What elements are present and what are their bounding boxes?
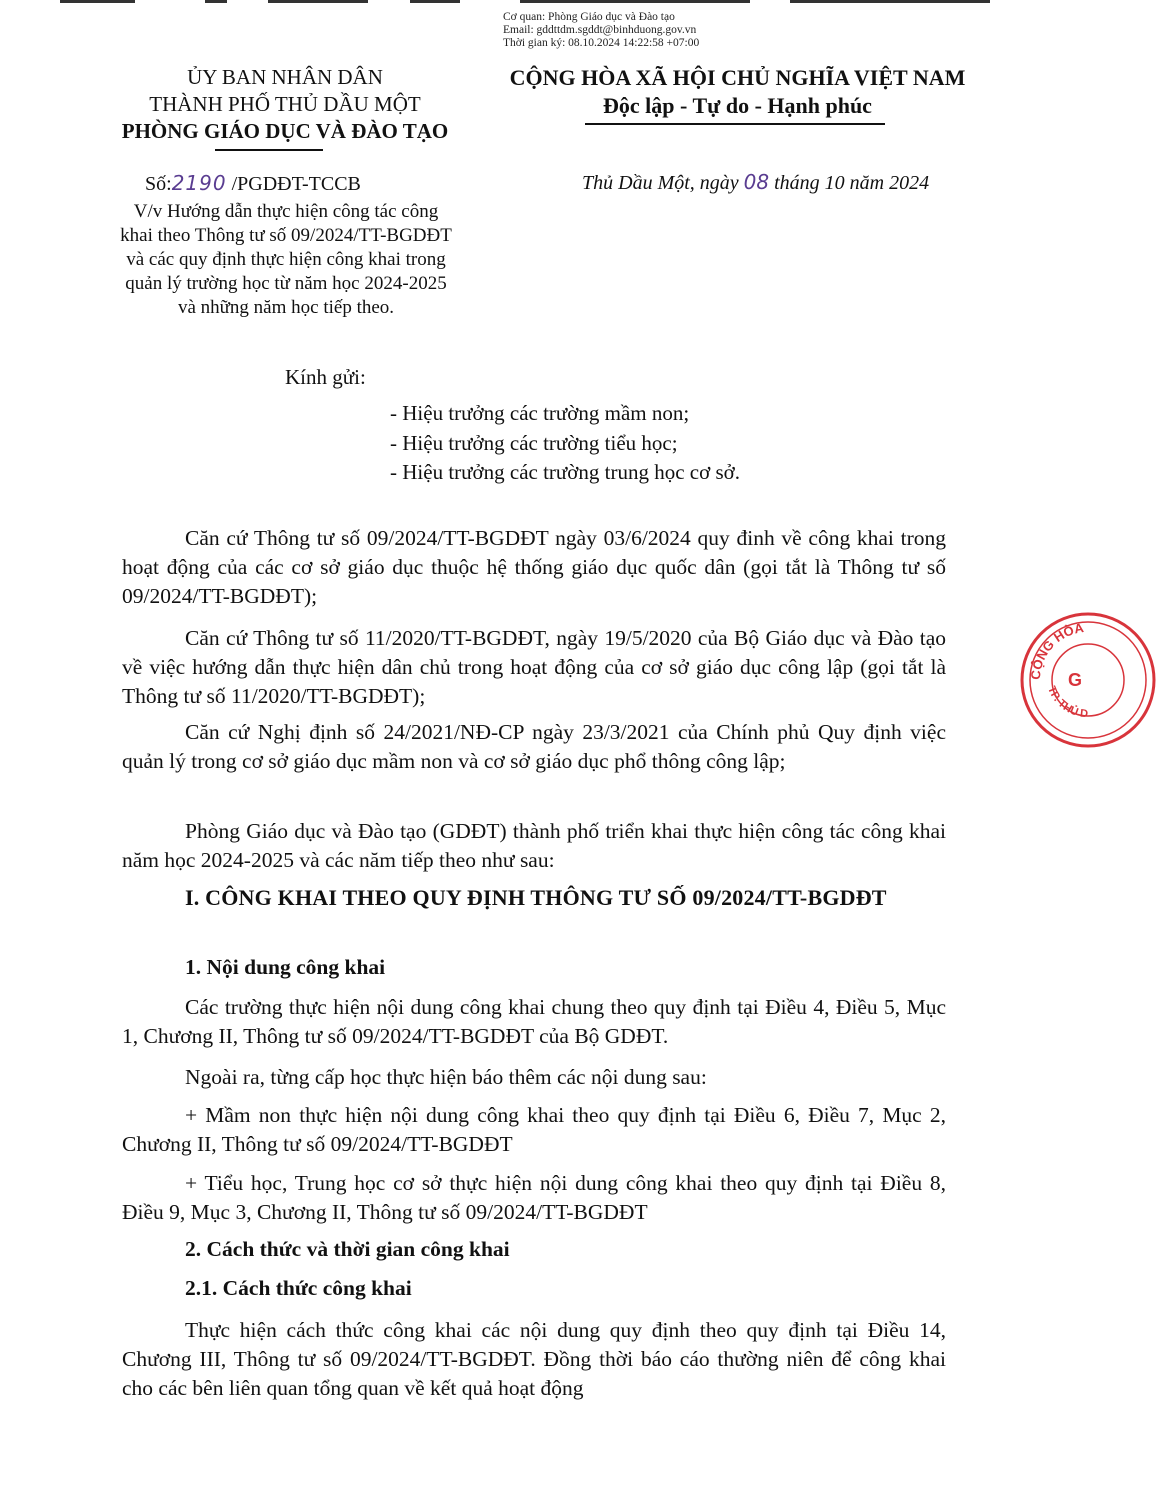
subsection-heading: 1. Nội dung công khai <box>185 955 386 979</box>
national-motto-header <box>490 64 985 120</box>
body-paragraph: + Tiểu học, Trung học cơ sở thực hiện nội dung công khai theo quy định tại Điều 8, Điều 9, Mục 3, Chương II, Thông tư số 09/2024/TT-BGDĐT <box>122 1171 946 1224</box>
digital-signature-block <box>503 11 699 50</box>
subsection-heading: 2.1. Cách thức công khai <box>185 1276 412 1300</box>
scan-top-marks <box>0 0 1070 6</box>
authority-underline <box>215 149 323 151</box>
recipients-label: Kính gửi: <box>285 365 366 389</box>
body-paragraph: Thực hiện cách thức công khai các nội dung quy định theo quy định tại Điều 14, Chương III, Thông tư số 09/2024/TT-BGDĐT. Đồng thời báo cáo thường niên để công khai cho các bên liên quan tổng quan về kết quả hoạt động <box>122 1318 946 1400</box>
document-number <box>145 171 361 196</box>
date-suffix: tháng 10 năm 2024 <box>769 172 930 194</box>
authority-line-3: PHÒNG GIÁO DỤC VÀ ĐÀO TẠO <box>121 119 449 143</box>
recipient-item: - Hiệu trưởng các trường tiểu học; <box>390 431 678 455</box>
body-paragraph: Ngoài ra, từng cấp học thực hiện báo thêm các nội dung sau: <box>185 1065 707 1089</box>
body-paragraph: Phòng Giáo dục và Đào tạo (GDĐT) thành phố triển khai thực hiện công tác công khai năm học 2024-2025 và các năm tiếp theo như sau: <box>122 819 946 872</box>
date-day-handwritten: 08 <box>743 170 770 194</box>
section-heading-1: I. CÔNG KHAI THEO QUY ĐỊNH THÔNG TƯ SỐ 09/2024/TT-BGDĐT <box>185 885 887 910</box>
doc-number-suffix: /PGDĐT-TCCB <box>226 173 361 195</box>
document-subject <box>100 200 472 320</box>
body-paragraph: Căn cứ Thông tư số 09/2024/TT-BGDĐT ngày 03/6/2024 quy đinh về công khai trong hoạt động của các cơ sở giáo dục thuộc hệ thống giáo dục quốc dân (gọi tắt là Thông tư số 09/2024/TT-BGDĐT); <box>122 526 946 608</box>
national-title: CỘNG HÒA XÃ HỘI CHỦ NGHĨA VIỆT NAM <box>509 65 966 90</box>
date-prefix: Thủ Dầu Một, ngày <box>582 172 744 194</box>
subsection-heading: 2. Cách thức và thời gian công khai <box>185 1237 510 1261</box>
recipient-item: - Hiệu trưởng các trường trung học cơ sở. <box>390 460 741 484</box>
svg-text:G: G <box>1068 670 1083 690</box>
document-date <box>582 170 929 195</box>
national-motto: Độc lập - Tự do - Hạnh phúc <box>603 93 872 118</box>
body-paragraph: Các trường thực hiện nội dung công khai chung theo quy định tại Điều 4, Điều 5, Mục 1, Chương II, Thông tư số 09/2024/TT-BGDĐT của Bộ GDĐT. <box>122 995 946 1048</box>
issuing-authority-header <box>100 64 470 145</box>
motto-underline <box>585 123 885 125</box>
body-paragraph: + Mầm non thực hiện nội dung công khai theo quy định tại Điều 6, Điều 7, Mục 2, Chương II, Thông tư số 09/2024/TT-BGDĐT <box>122 1103 946 1156</box>
recipient-item: - Hiệu trưởng các trường mầm non; <box>390 401 690 425</box>
stamp-bottom-text: TP. THỦ D <box>1045 684 1089 721</box>
body-paragraph: Căn cứ Thông tư số 11/2020/TT-BGDĐT, ngày 19/5/2020 của Bộ Giáo dục và Đào tạo về việc hướng dẫn thực hiện dân chủ trong hoạt động của cơ sở giáo dục công lập (gọi tắt là Thông tư số 11/2020/TT-BGDĐT); <box>122 626 946 708</box>
authority-line-2: THÀNH PHỐ THỦ DẦU MỘT <box>149 92 421 116</box>
subject-line: V/v Hướng dẫn thực hiện công tác công <box>133 201 439 222</box>
signature-time: Thời gian ký: 08.10.2024 14:22:58 +07:00 <box>503 37 700 49</box>
subject-line: và những năm học tiếp theo. <box>177 297 395 318</box>
doc-number-prefix: Số: <box>145 173 172 195</box>
subject-line: quản lý trường học từ năm học 2024-2025 <box>125 273 447 294</box>
authority-line-1: ỦY BAN NHÂN DÂN <box>187 65 383 89</box>
subject-line: và các quy định thực hiện công khai trong <box>126 249 446 270</box>
official-red-stamp <box>1018 610 1158 750</box>
doc-number-handwritten: 2190 <box>171 171 227 195</box>
stamp-top-text: CỘNG HÒA <box>1027 620 1085 681</box>
subject-line: khai theo Thông tư số 09/2024/TT-BGDĐT <box>120 225 452 246</box>
signature-email: Email: gddttdm.sgddt@binhduong.gov.vn <box>503 24 697 36</box>
body-paragraph: Căn cứ Nghị định số 24/2021/NĐ-CP ngày 23/3/2021 của Chính phủ Quy định việc quản lý trong cơ sở giáo dục mầm non và cơ sở giáo dục phổ thông công lập; <box>122 720 946 773</box>
signature-agency: Cơ quan: Phòng Giáo dục và Đào tạo <box>503 11 675 23</box>
